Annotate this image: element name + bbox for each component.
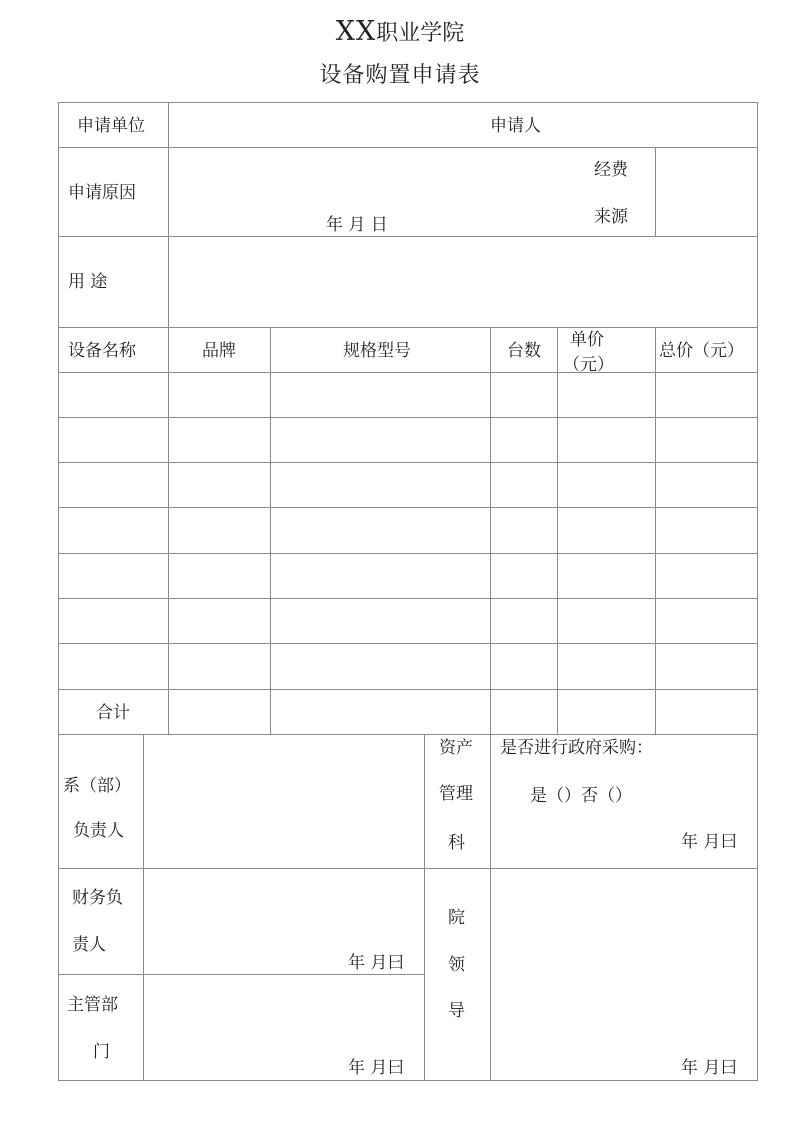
header-quantity: 台数	[507, 341, 541, 361]
finance-label-2: 责人	[72, 935, 106, 955]
reason-label: 申请原因	[68, 183, 136, 203]
header-spec: 规格型号	[343, 341, 411, 361]
title-prefix: XX	[335, 16, 377, 47]
page-subtitle: 设备购置申请表	[319, 63, 481, 88]
finance-date: 年 月曰	[348, 953, 405, 973]
asset-label-2: 管理	[439, 784, 473, 804]
usage-label: 用 途	[68, 272, 108, 292]
leader-label-3: 导	[448, 1001, 465, 1021]
supervisor-date: 年 月曰	[348, 1058, 405, 1078]
leader-label-1: 院	[448, 908, 465, 928]
dept-label-2: 负责人	[73, 821, 124, 841]
supervisor-label-2: 门	[93, 1042, 110, 1062]
total-label: 合计	[96, 703, 130, 723]
header-unit-price: 单价	[570, 330, 604, 350]
header-total-price: 总价（元）	[659, 341, 744, 361]
header-unit-price-unit: （元）	[563, 355, 614, 375]
header-brand: 品牌	[202, 341, 236, 361]
leader-date: 年 月曰	[681, 1058, 738, 1078]
fund-label-1: 经费	[594, 160, 628, 180]
title-suffix: 职业学院	[376, 21, 465, 46]
gov-options: 是（）否（）	[530, 786, 632, 806]
asset-label-1: 资产	[439, 738, 473, 758]
apply-unit-label: 申请单位	[77, 116, 145, 136]
reason-date: 年 月 日	[326, 215, 388, 235]
finance-label-1: 财务负	[72, 888, 123, 908]
gov-question: 是否进行政府采购：	[500, 738, 653, 758]
asset-date: 年 月曰	[681, 832, 738, 852]
asset-label-3: 科	[448, 833, 465, 853]
header-device-name: 设备名称	[68, 341, 136, 361]
dept-label-1: 系（部）	[63, 776, 131, 796]
supervisor-label-1: 主管部	[67, 995, 118, 1015]
fund-label-2: 来源	[594, 207, 628, 227]
leader-label-2: 领	[448, 955, 465, 975]
applicant-label: 申请人	[490, 116, 541, 136]
